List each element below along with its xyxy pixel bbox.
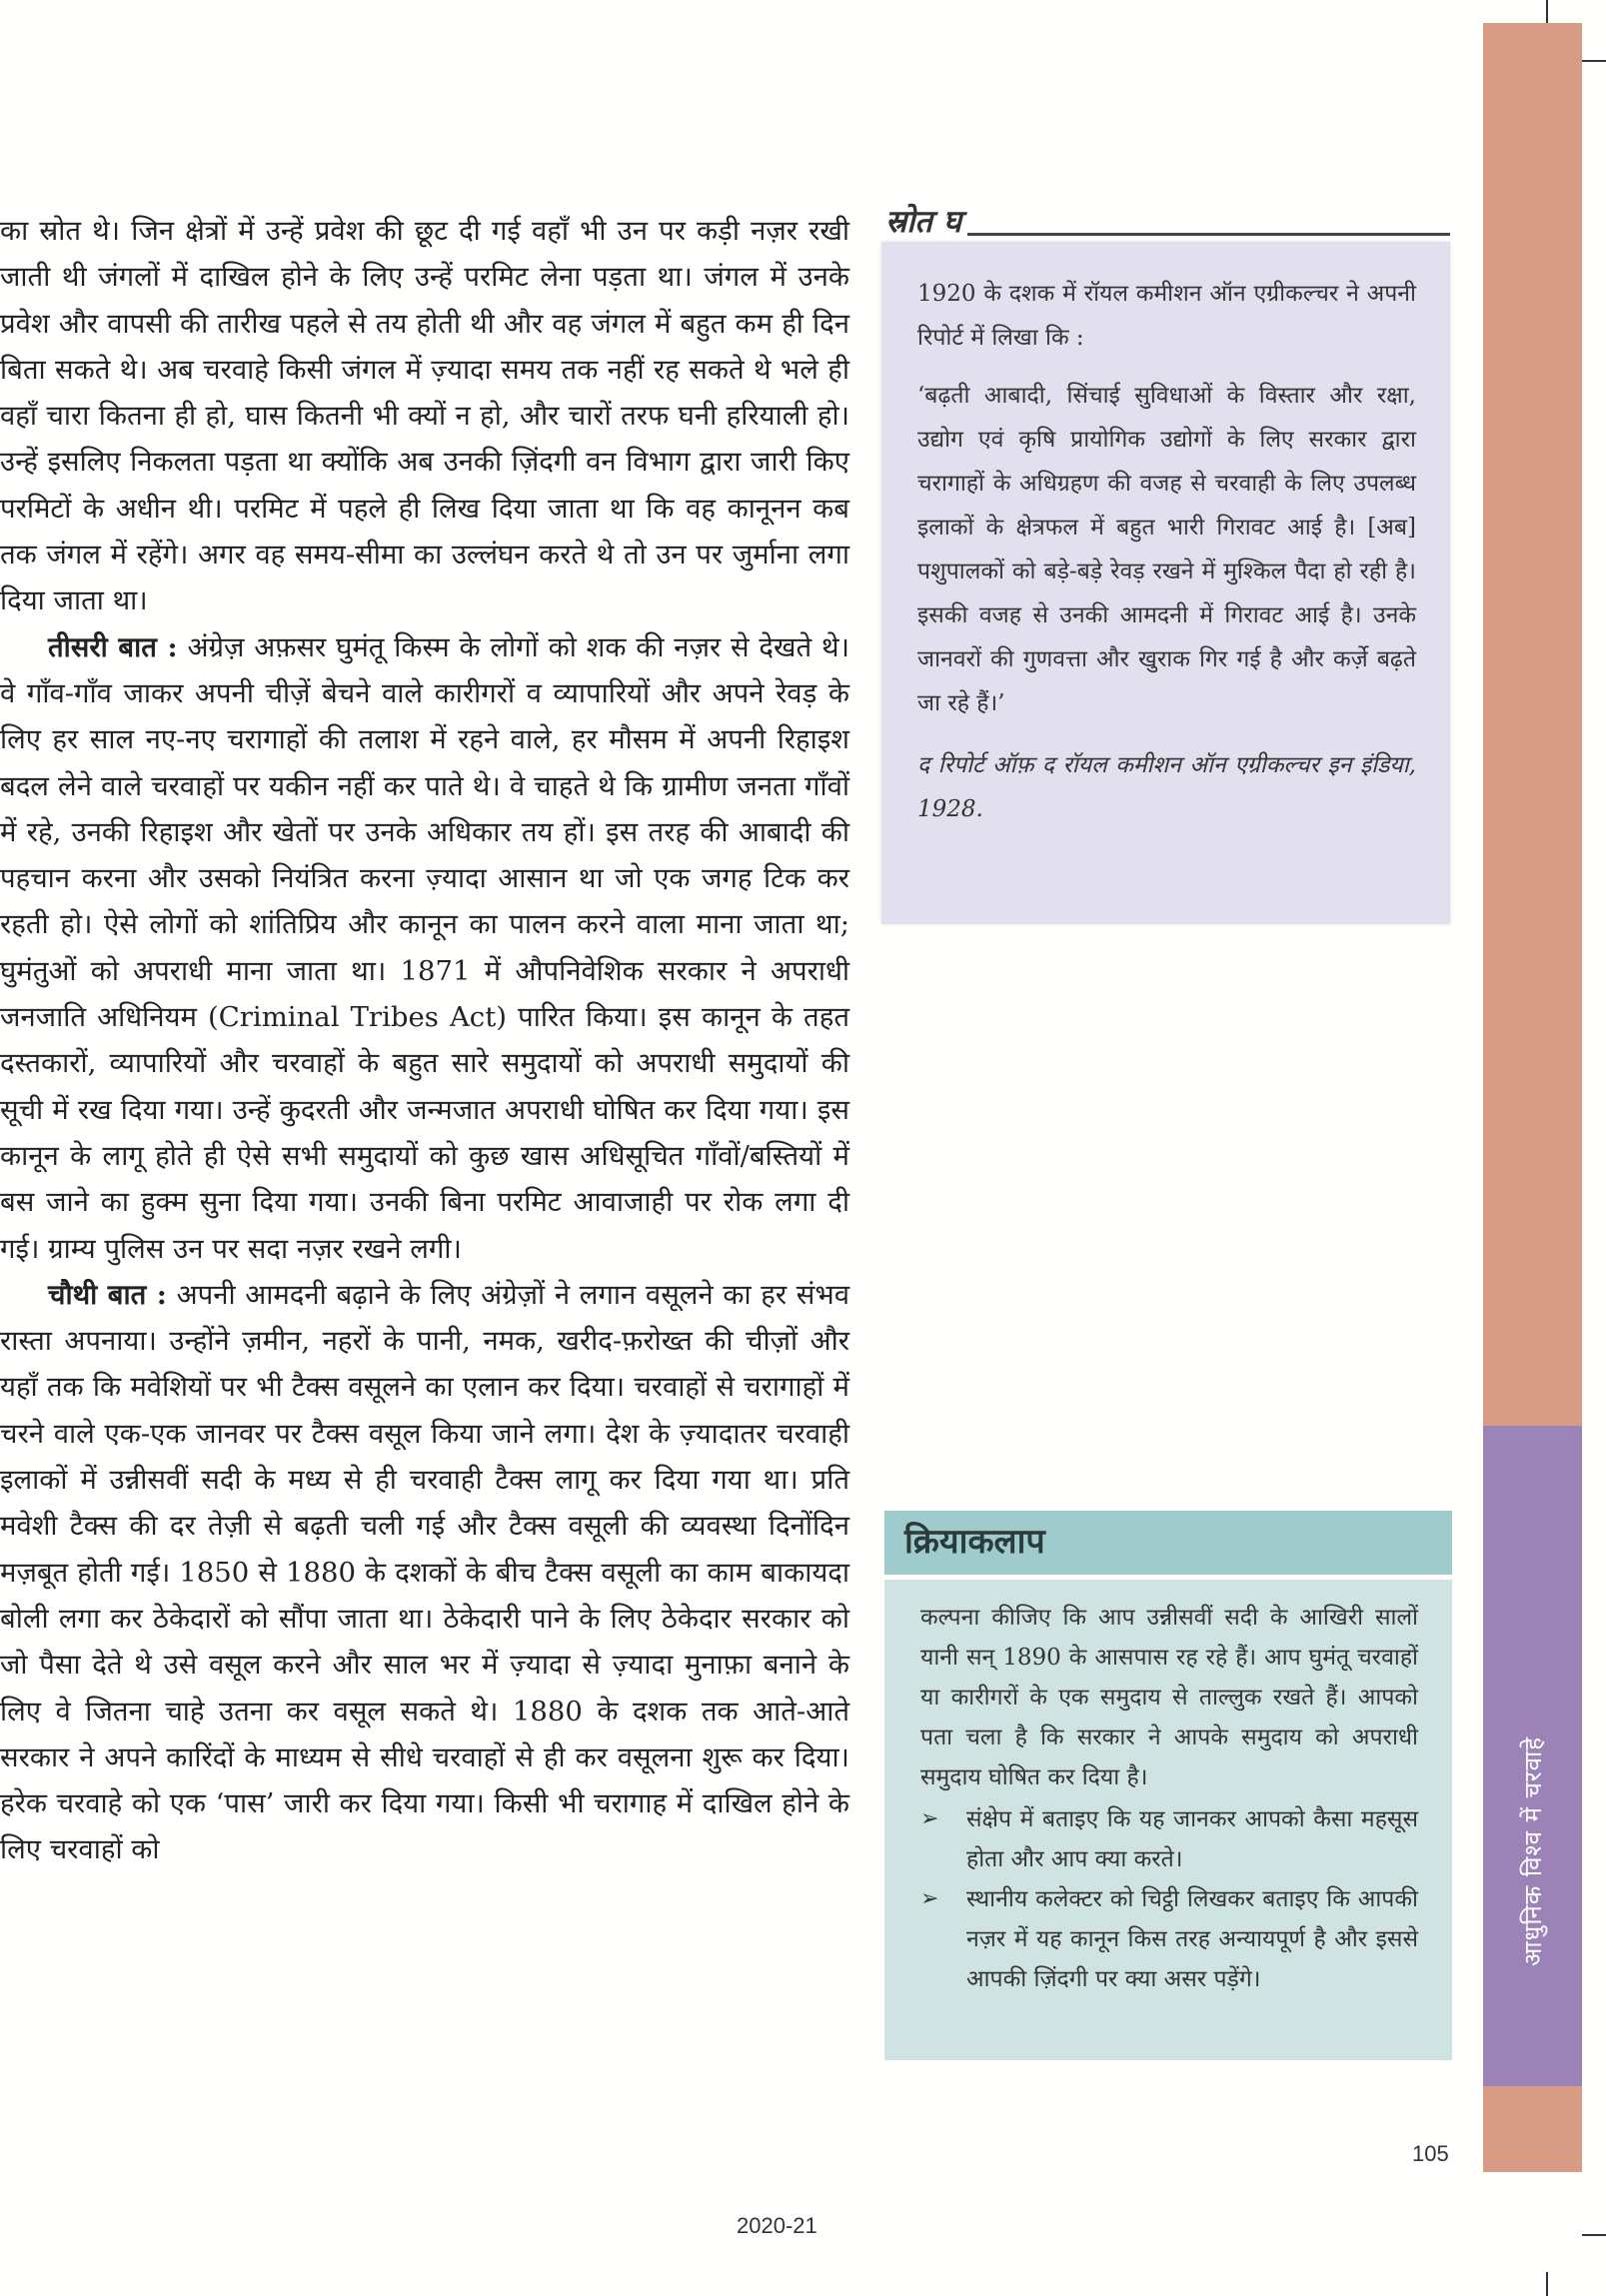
activity-task-text: स्थानीय कलेक्टर को चिट्ठी लिखकर बताइए कि आपकी नज़र में यह कानून किस तरह अन्यायपूर्ण है और इससे आपकी ज़िंदगी पर क्या असर पड़ेंगे। bbox=[966, 1886, 1418, 1992]
activity-heading: क्रियाकलाप bbox=[884, 1511, 1452, 1575]
crop-mark bbox=[1582, 2234, 1606, 2236]
activity-intro: कल्पना कीजिए कि आप उन्नीसवीं सदी के आखिरी सालों यानी सन् 1890 के आसपास रह रहे हैं। आप घुमंतू चरवाहों या कारीगरों के एक समुदाय से ताल्लुक रखते हैं। आपको पता चला है कि सरकार ने आपके समुदाय को अपराधी समुदाय घोषित कर दिया है। bbox=[920, 1605, 1418, 1790]
source-heading bbox=[885, 200, 1450, 242]
activity-box bbox=[884, 1580, 1452, 2060]
paragraph-lead: तीसरी बात : bbox=[48, 630, 178, 663]
paragraph-lead: चौथी बात : bbox=[48, 1278, 167, 1311]
paragraph-body: अंग्रेज़ अफ़सर घुमंतू किस्म के लोगों को शक की नज़र से देखते थे। वे गाँव-गाँव जाकर अपनी चीज़ें बेचने वाले कारीगरों व व्यापारियों और अपने रेवड़ के लिए हर साल नए-नए चरागाहों की तलाश में रहने वाले, हर मौसम में अपनी रिहाइश बदल लेने वाले चरवाहों पर यकीन नहीं कर पाते थे। वे चाहते थे कि ग्रामीण जनता गाँवों में रहे, उनकी रिहाइश और खेतों पर उनके अधिकार तय हों। इस तरह की आबादी की पहचान करना और उसको नियंत्रित करना ज़्यादा आसान था जो एक जगह टिक कर रहती हो। ऐसे लोगों को शांतिप्रिय और कानून का पालन करने वाला माना जाता था; घुमंतुओं को अपराधी माना जाता था। 1871 में औपनिवेशिक सरकार ने अपराधी जनजाति अधिनियम (Criminal Tribes Act) पारित किया। इस कानून के तहत दस्तकारों, व्यापारियों और चरवाहों के बहुत सारे समुदायों को अपराधी समुदायों की सूची में रख दिया गया। उन्हें कुदरती और जन्मजात अपराधी घोषित कर दिया गया। इस कानून के लागू होते ही ऐसे सभी समुदायों को कुछ खास अधिसूचित गाँवों/बस्तियों में बस जाने का हुक्म सुना दिया गया। उनकी बिना परमिट आवाजाही पर रोक लगा दी गई। ग्राम्य पुलिस उन पर सदा नज़र रखने लगी। bbox=[0, 630, 849, 1265]
crop-mark bbox=[1546, 2272, 1548, 2296]
page-number: 105 bbox=[1412, 2141, 1449, 2166]
source-citation: द रिपोर्ट ऑफ़ द रॉयल कमीशन ऑन एग्रीकल्चर इन इंडिया, 1928. bbox=[917, 752, 1416, 822]
chapter-strip-top bbox=[1483, 23, 1582, 1426]
source-intro: 1920 के दशक में रॉयल कमीशन ऑन एग्रीकल्चर ने अपनी रिपोर्ट में लिखा कि : bbox=[917, 281, 1416, 351]
crop-mark bbox=[1582, 60, 1606, 62]
activity-task bbox=[920, 1879, 1418, 1999]
arrow-bullet-icon: ➢ bbox=[920, 1806, 939, 1831]
chapter-strip-label-band bbox=[1483, 1426, 1582, 2086]
source-title: स्रोत घ bbox=[885, 204, 962, 240]
edition-year: 2020-21 bbox=[737, 2213, 817, 2238]
paragraph-fourth-point bbox=[0, 1272, 849, 1873]
activity-task bbox=[920, 1799, 1418, 1879]
paragraph-third-point bbox=[0, 624, 849, 1272]
chapter-title-vertical: आधुनिक विश्व में चरवाहे bbox=[1519, 1736, 1547, 1966]
paragraph-forest-permits: का स्रोत थे। जिन क्षेत्रों में उन्हें प्रवेश की छूट दी गई वहाँ भी उन पर कड़ी नज़र रखी जाती थी जंगलों में दाखिल होने के लिए उन्हें परमिट लेना पड़ता था। जंगल में उनके प्रवेश और वापसी की तारीख पहले से तय होती थी और वह जंगल में बहुत कम ही दिन बिता सकते थे। अब चरवाहे किसी जंगल में ज़्यादा समय तक नहीं रह सकते थे भले ही वहाँ चारा कितना ही हो, घास कितनी भी क्यों न हो, और चारों तरफ घनी हरियाली हो। उन्हें इसलिए निकलता पड़ता था क्योंकि अब उनकी ज़िंदगी वन विभाग द्वारा जारी किए परमिटों के अधीन थी। परमिट में पहले ही लिख दिया जाता था कि वह कानूनन कब तक जंगल में रहेंगे। अगर वह समय-सीमा का उल्लंघन करते थे तो उन पर जुर्माना लगा दिया जाता था। bbox=[0, 215, 849, 617]
paragraph-body: अपनी आमदनी बढ़ाने के लिए अंग्रेज़ों ने लगान वसूलने का हर संभव रास्ता अपनाया। उन्होंने ज़मीन, नहरों के पानी, नमक, खरीद-फ़रोख्त की चीज़ों और यहाँ तक कि मवेशियों पर भी टैक्स वसूलने का एलान कर दिया। चरवाहों से चरागाहों में चरने वाले एक-एक जानवर पर टैक्स वसूल किया जाने लगा। देश के ज़्यादातर चरवाही इलाकों में उन्नीसवीं सदी के मध्य से ही चरवाही टैक्स लागू कर दिया गया था। प्रति मवेशी टैक्स की दर तेज़ी से बढ़ती चली गई और टैक्स वसूली की व्यवस्था दिनोंदिन मज़बूत होती गई। 1850 से 1880 के दशकों के बीच टैक्स वसूली का काम बाकायदा बोली लगा कर ठेकेदारों को सौंपा जाता था। ठेकेदारी पाने के लिए ठेकेदार सरकार को जो पैसा देते थे उसे वसूल करने और साल भर में ज़्यादा से ज़्यादा मुनाफ़ा बनाने के लिए वे जितना चाहे उतना कर वसूल सकते थे। 1880 के दशक तक आते-आते सरकार ने अपने कारिंदों के माध्यम से सीधे चरवाहों से ही कर वसूलना शुरू कर दिया। हरेक चरवाहे को एक ‘पास’ जारी कर दिया गया। किसी भी चरागाह में दाखिल होने के लिए चरवाहों को bbox=[0, 1278, 849, 1866]
crop-mark bbox=[1546, 0, 1548, 24]
activity-task-text: संक्षेप में बताइए कि यह जानकर आपको कैसा महसूस होता और आप क्या करते। bbox=[966, 1806, 1418, 1872]
main-text-column bbox=[0, 208, 849, 1873]
source-quote: ‘बढ़ती आबादी, सिंचाई सुविधाओं के विस्तार और रक्षा, उद्योग एवं कृषि प्रायोगिक उद्योगों के लिए सरकार द्वारा चरागाहों के अधिग्रहण की वजह से चरवाही के लिए उपलब्ध इलाकों के क्षेत्रफल में बहुत भारी गिरावट आई है। [अब] पशुपालकों को बड़े-बड़े रेवड़ रखने में मुश्किल पैदा हो रही है। इसकी वजह से उनकी आमदनी में गिरावट आई है। उनके जानवरों की गुणवत्ता और खुराक गिर गई है और कर्ज़े बढ़ते जा रहे हैं।’ bbox=[917, 383, 1416, 716]
activity-task-list bbox=[920, 1799, 1418, 1999]
arrow-bullet-icon: ➢ bbox=[920, 1886, 939, 1911]
source-heading-rule bbox=[967, 233, 1450, 236]
source-box bbox=[881, 242, 1450, 924]
chapter-strip-bottom bbox=[1483, 2086, 1582, 2172]
